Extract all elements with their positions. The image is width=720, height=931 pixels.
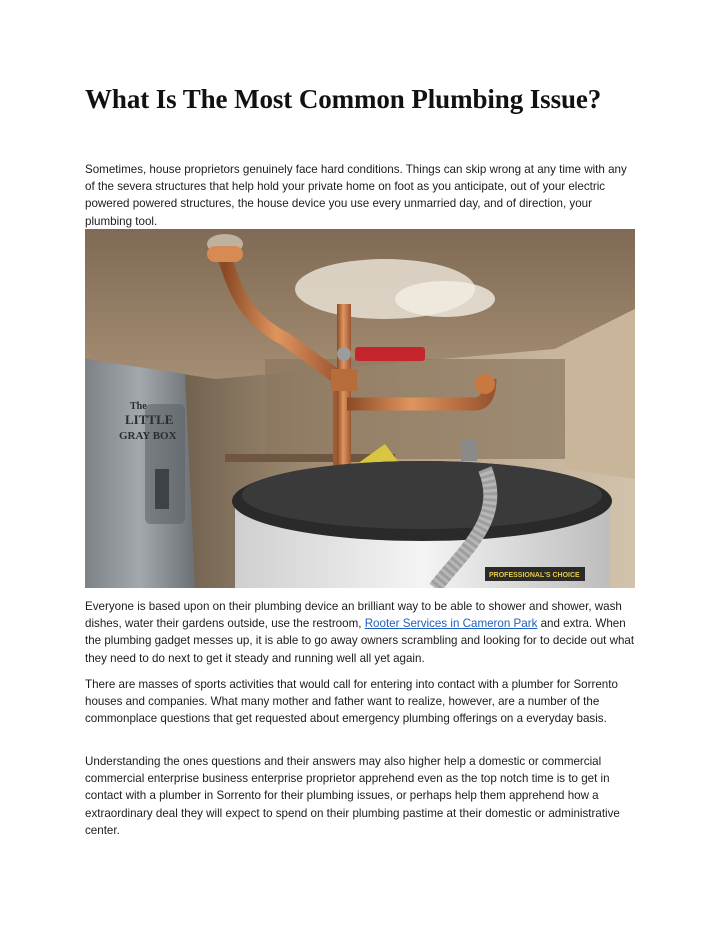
- tank-label: PROFESSIONAL'S CHOICE: [489, 572, 580, 579]
- p2-text-after: and extra. When the plumbing gadget messes up, it is able to go away owners scrambling and looking for to decide out what they need to do next to get it steady and running well all yet again.: [85, 617, 635, 665]
- rooter-services-link[interactable]: Rooter Services in Cameron Park: [364, 617, 538, 631]
- understanding-paragraph: Understanding the ones questions and their answers may also higher help a domestic or commercial commercial enterprise business enterprise proprietor apprehend even as the top notch time is to get in contact with a plumber in Sorrento for their plumbing issues, or perhaps help them apprehend how a extraordinary deal they will expect to spend on their plumbing pastime at their domestic or administrative center.: [85, 755, 620, 837]
- box-label-line1: The: [130, 401, 147, 412]
- article-title: What Is The Most Common Plumbing Issue?: [85, 84, 602, 114]
- box-label-line2: LITTLE: [125, 412, 174, 427]
- water-heater-photo: [85, 229, 635, 588]
- intro-paragraph: Sometimes, house proprietors genuinely face hard conditions. Things can skip wrong at any time with any of the severa structures that help hold your private home on foot as you anticipate, out of your electric powered powered structures, the house device you use every unmarried day, and of direction, your plumbing tool.: [85, 163, 627, 228]
- p2-text-before: Everyone is based upon on their plumbing device an brilliant way to be able to shower and shower, wash dishes, water their gardens outside, use the restroom,: [85, 600, 622, 631]
- activities-paragraph: There are masses of sports activities that would call for entering into contact with a plumber for Sorrento houses and companies. What many mother and father want to realize, however, are a number of the commonplace questions that get requested about emergency plumbing offerings on a everyday basis.: [85, 678, 618, 726]
- water-heater-tank: [232, 461, 612, 588]
- box-label-line3: GRAY BOX: [119, 430, 177, 442]
- little-gray-box: [85, 359, 195, 588]
- usage-paragraph: [85, 598, 637, 667]
